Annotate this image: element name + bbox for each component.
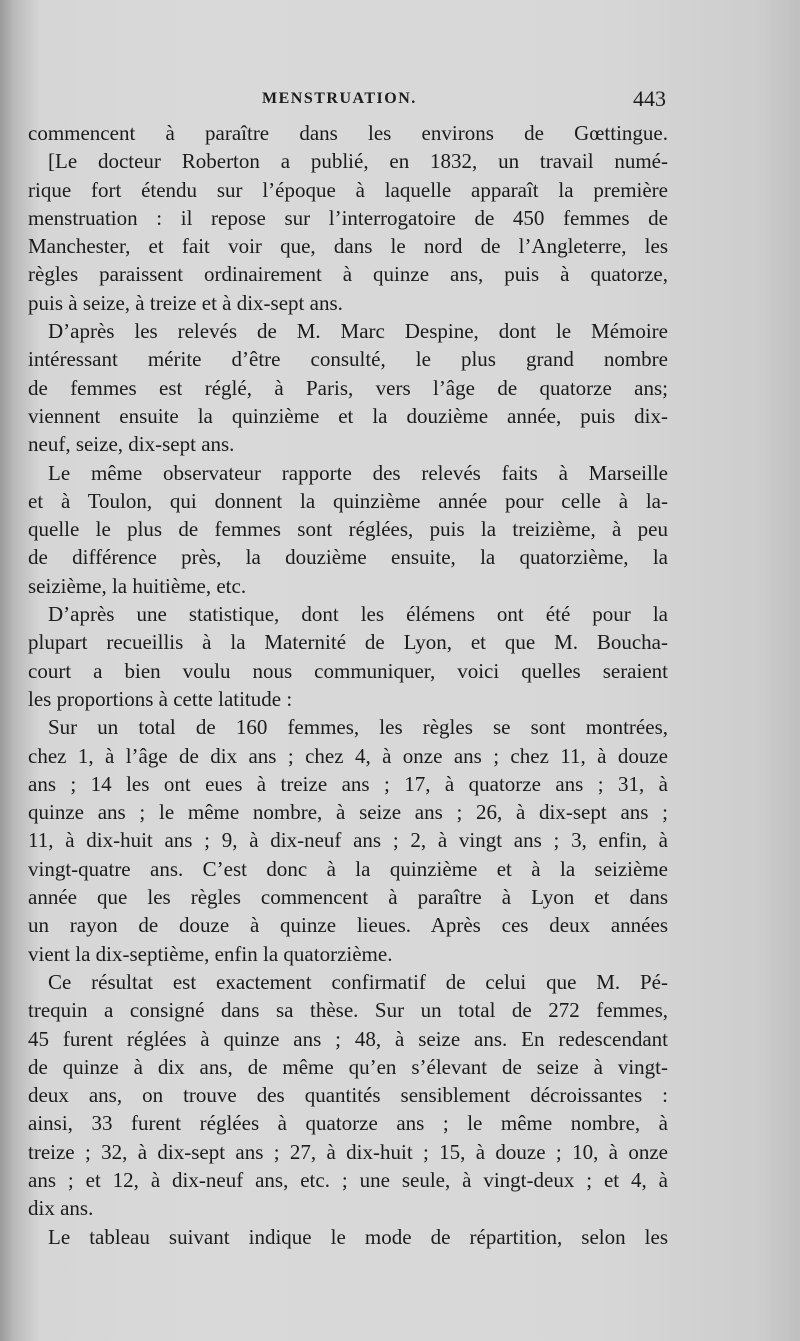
text-line: de différence près, la douzième ensuite, la quatorzième, la bbox=[28, 545, 668, 570]
text-line: treize ; 32, à dix-sept ans ; 27, à dix-huit ; 15, à douze ; 10, à onze bbox=[28, 1139, 668, 1164]
text-line: seizième, la huitième, etc. bbox=[28, 573, 247, 598]
text-line: ans ; et 12, à dix-neuf ans, etc. ; une seule, à vingt-deux ; et 4, à bbox=[28, 1167, 668, 1192]
text-line: puis à seize, à treize et à dix-sept ans. bbox=[28, 290, 343, 315]
text-line: Sur un total de 160 femmes, les règles se sont montrées, bbox=[48, 715, 668, 740]
text-line: et à Toulon, qui donnent la quinzième année pour celle à la- bbox=[28, 488, 668, 513]
text-line: viennent ensuite la quinzième et la douzième année, puis dix- bbox=[28, 403, 668, 428]
text-line: année que les règles commencent à paraître à Lyon et dans bbox=[28, 885, 668, 910]
text-line: commencent à paraître dans les environs de Gœttingue. bbox=[28, 121, 668, 145]
text-line: 45 furent réglées à quinze ans ; 48, à seize ans. En redescendant bbox=[28, 1026, 668, 1051]
text-line: ainsi, 33 furent réglées à quatorze ans ; le même nombre, à bbox=[28, 1111, 668, 1136]
text-line: de quinze à dix ans, de même qu’en s’élevant de seize à vingt- bbox=[28, 1054, 668, 1079]
text-line: plupart recueillis à la Maternité de Lyon, et que M. Boucha- bbox=[28, 630, 668, 655]
text-line: D’après une statistique, dont les élémens ont été pour la bbox=[48, 602, 668, 627]
text-line: les proportions à cette latitude : bbox=[28, 686, 293, 711]
text-line: 11, à dix-huit ans ; 9, à dix-neuf ans ; 2, à vingt ans ; 3, enfin, à bbox=[28, 828, 668, 853]
text-line: quelle le plus de femmes sont réglées, puis la treizième, à peu bbox=[28, 517, 668, 542]
text-line: Ce résultat est exactement confirmatif de celui que M. Pé- bbox=[48, 969, 668, 994]
text-line: rique fort étendu sur l’époque à laquelle apparaît la première bbox=[28, 177, 668, 202]
text-line: ans ; 14 les ont eues à treize ans ; 17, à quatorze ans ; 31, à bbox=[28, 771, 668, 796]
text-line: Manchester, et fait voir que, dans le nord de l’Angleterre, les bbox=[28, 234, 668, 259]
text-line: règles paraissent ordinairement à quinze ans, puis à quatorze, bbox=[28, 262, 668, 287]
text-line: chez 1, à l’âge de dix ans ; chez 4, à onze ans ; chez 11, à douze bbox=[28, 743, 668, 768]
text-line: trequin a consigné dans sa thèse. Sur un total de 272 femmes, bbox=[28, 998, 668, 1023]
text-line: D’après les relevés de M. Marc Despine, dont le Mémoire bbox=[48, 319, 668, 344]
text-line: vient la dix-septième, enfin la quatorzième. bbox=[28, 941, 393, 966]
text-line: deux ans, on trouve des quantités sensiblement décroissantes : bbox=[28, 1083, 668, 1108]
text-line: quinze ans ; le même nombre, à seize ans ; 26, à dix-sept ans ; bbox=[28, 800, 668, 825]
text-line: [Le docteur Roberton a publié, en 1832, un travail numé- bbox=[48, 149, 668, 174]
text-line: neuf, seize, dix-sept ans. bbox=[28, 432, 235, 457]
text-line: court a bien voulu nous communiquer, voici quelles seraient bbox=[28, 658, 668, 683]
text-line: de femmes est réglé, à Paris, vers l’âge de quatorze ans; bbox=[28, 375, 668, 400]
text-line: Le même observateur rapporte des relevés faits à Marseille bbox=[48, 460, 668, 485]
text-line: Le tableau suivant indique le mode de répartition, selon les bbox=[48, 1224, 668, 1249]
page-number: 443 bbox=[633, 86, 666, 111]
text-line: dix ans. bbox=[28, 1196, 94, 1221]
text-line: intéressant mérite d’être consulté, le plus grand nombre bbox=[28, 347, 668, 372]
page-header bbox=[30, 88, 666, 118]
body-text bbox=[28, 119, 668, 1251]
text-line: menstruation : il repose sur l’interrogatoire de 450 femmes de bbox=[28, 205, 668, 230]
running-title: MENSTRUATION. bbox=[262, 90, 417, 107]
text-line: vingt-quatre ans. C’est donc à la quinzième et à la seizième bbox=[28, 856, 668, 881]
text-line: un rayon de douze à quinze lieues. Après ces deux années bbox=[28, 913, 668, 938]
